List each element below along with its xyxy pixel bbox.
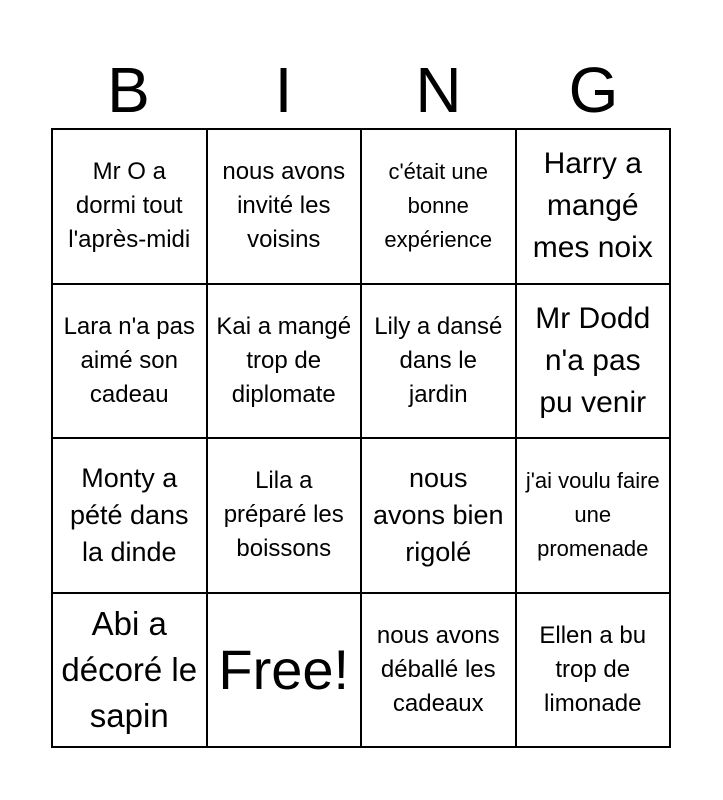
cell-text: j'ai voulu faire une promenade — [525, 468, 660, 562]
bingo-cell[interactable] — [362, 285, 517, 440]
cell-text: Abi a décoré le sapin — [61, 604, 198, 734]
bingo-cell[interactable] — [362, 594, 517, 749]
bingo-card — [51, 128, 671, 748]
bingo-cell[interactable] — [517, 130, 672, 285]
cell-text: Ellen a bu trop de limonade — [539, 621, 647, 717]
bingo-cell[interactable] — [53, 285, 208, 440]
free-space-text: Free! — [218, 637, 350, 701]
bingo-cell[interactable] — [208, 439, 363, 594]
cell-text: Harry a mangé mes noix — [532, 147, 653, 265]
bingo-cell[interactable] — [362, 130, 517, 285]
header-letter-b: B — [107, 54, 150, 126]
header-letter-n: N — [415, 54, 462, 126]
cell-text: Lily a dansé dans le jardin — [374, 312, 503, 408]
bingo-cell[interactable] — [517, 594, 672, 749]
cell-text: Kai a mangé trop de diplomate — [216, 312, 352, 408]
bingo-cell[interactable] — [53, 439, 208, 594]
cell-text: nous avons bien rigolé — [372, 462, 504, 567]
cell-text: nous avons invité les voisins — [222, 158, 346, 254]
bingo-cell[interactable] — [362, 439, 517, 594]
bingo-cell-free[interactable] — [208, 594, 363, 749]
header-letter-i: I — [274, 54, 293, 126]
cell-text: Lara n'a pas aimé son cadeau — [63, 312, 195, 408]
bingo-cell[interactable] — [53, 594, 208, 749]
bingo-header — [51, 52, 671, 128]
bingo-cell[interactable] — [517, 439, 672, 594]
cell-text: Monty a pété dans la dinde — [69, 462, 189, 567]
cell-text: Mr O a dormi tout l'après-midi — [68, 158, 191, 254]
bingo-cell[interactable] — [517, 285, 672, 440]
cell-text: Mr Dodd n'a pas pu venir — [535, 301, 651, 419]
bingo-cell[interactable] — [208, 285, 363, 440]
cell-text: c'était une bonne expérience — [384, 159, 493, 253]
cell-text: nous avons déballé les cadeaux — [376, 621, 500, 717]
bingo-cell[interactable] — [208, 130, 363, 285]
bingo-cell[interactable] — [53, 130, 208, 285]
cell-text: Lila a préparé les boissons — [223, 467, 344, 563]
header-letter-g: G — [568, 54, 619, 126]
